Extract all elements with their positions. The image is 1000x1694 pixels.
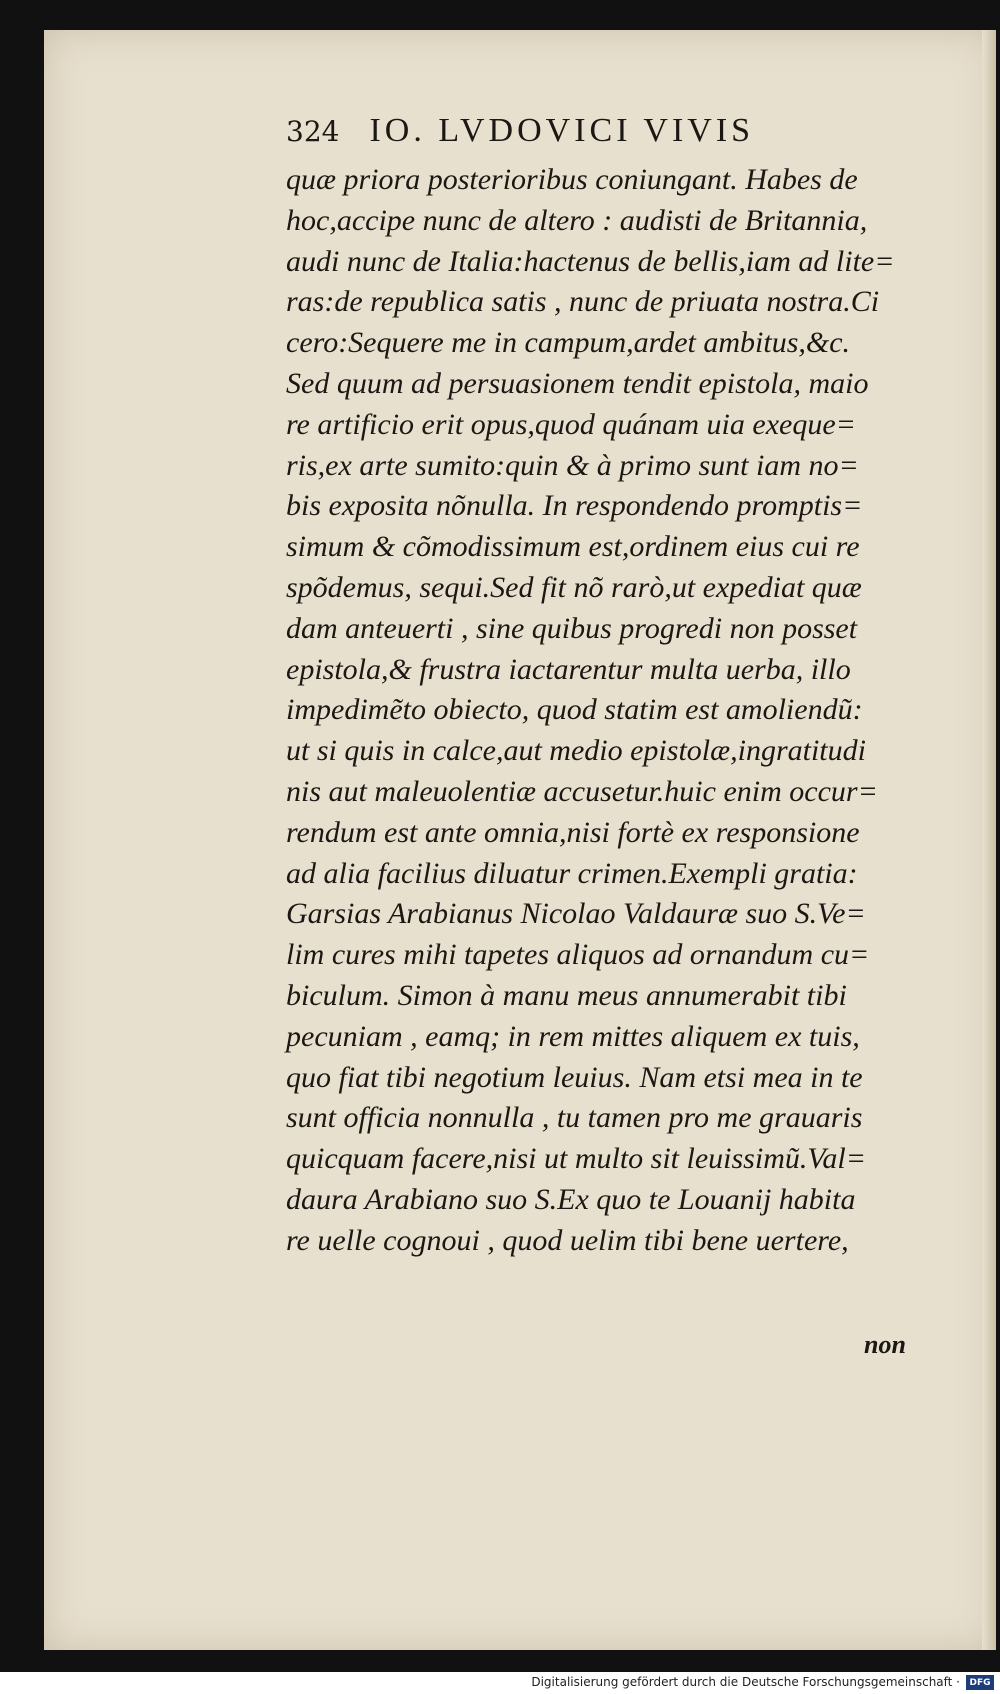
text-line: re artificio erit opus,quod quánam uia exeque= bbox=[286, 407, 856, 441]
text-line: bis exposita nõnulla. In respondendo promptis= bbox=[286, 489, 863, 523]
page-edge bbox=[982, 30, 996, 1650]
text-line: quæ priora posterioribus coniungant. Habes de bbox=[286, 163, 858, 196]
text-line: sunt officia nonnulla , tu tamen pro me grauaris bbox=[286, 1101, 863, 1135]
text-line: ras:de republica satis , nunc de priuata nostra.Ci bbox=[286, 285, 880, 319]
text-line: daura Arabiano suo S.Ex quo te Louanij habita bbox=[286, 1182, 856, 1216]
text-line: ad alia facilius diluatur crimen.Exempli gratia: bbox=[286, 856, 858, 890]
text-line: re uelle cognoui , quod uelim tibi bene uertere, bbox=[286, 1223, 849, 1257]
text-line: pecuniam , eamq; in rem mittes aliquem ex tuis, bbox=[286, 1019, 860, 1053]
text-line: ris,ex arte sumito:quin & à primo sunt iam no= bbox=[286, 448, 859, 482]
body-text bbox=[286, 160, 926, 1262]
text-line: simum & cõmodissimum est,ordinem eius cui re bbox=[286, 530, 860, 564]
text-line: epistola,& frustra iactarentur multa uerba, illo bbox=[286, 652, 851, 686]
running-head: IO. LVDOVICI VIVIS bbox=[369, 112, 755, 149]
text-line: dam anteuerti , sine quibus progredi non posset bbox=[286, 611, 858, 645]
footer-bar bbox=[0, 1672, 1000, 1694]
text-line: spõdemus, sequi.Sed fit nõ rarò,ut expediat quæ bbox=[286, 570, 862, 604]
text-line: biculum. Simon à manu meus annumerabit tibi bbox=[286, 978, 847, 1012]
text-line: nis aut maleuolentiæ accusetur.huic enim occur= bbox=[286, 774, 878, 808]
text-line: impedimẽto obiecto, quod statim est amoliendũ: bbox=[286, 693, 863, 727]
dfg-logo-icon: DFG bbox=[966, 1675, 994, 1690]
text-line: lim cures mihi tapetes aliquos ad ornandum cu= bbox=[286, 938, 870, 972]
page-header bbox=[286, 112, 846, 158]
text-line: quicquam facere,nisi ut multo sit leuissimũ.Val= bbox=[286, 1142, 866, 1176]
catchword: non bbox=[864, 1330, 906, 1359]
text-line: Sed quum ad persuasionem tendit epistola, maio bbox=[286, 366, 869, 400]
text-line: audi nunc de Italia:hactenus de bellis,iam ad lite= bbox=[286, 244, 895, 278]
text-line: Garsias Arabianus Nicolao Valdauræ suo S.Ve= bbox=[286, 897, 866, 931]
text-line: quo fiat tibi negotium leuius. Nam etsi mea in te bbox=[286, 1060, 863, 1094]
page-number: 324 bbox=[286, 115, 340, 148]
text-line: hoc,accipe nunc de altero : audisti de Britannia, bbox=[286, 203, 868, 237]
text-line: cero:Sequere me in campum,ardet ambitus,&c. bbox=[286, 326, 851, 360]
text-line: rendum est ante omnia,nisi fortè ex responsione bbox=[286, 815, 860, 849]
text-line: ut si quis in calce,aut medio epistolæ,ingratitudi bbox=[286, 734, 866, 768]
funding-credit: Digitalisierung gefördert durch die Deutsche Forschungsgemeinschaft · bbox=[531, 1675, 960, 1689]
